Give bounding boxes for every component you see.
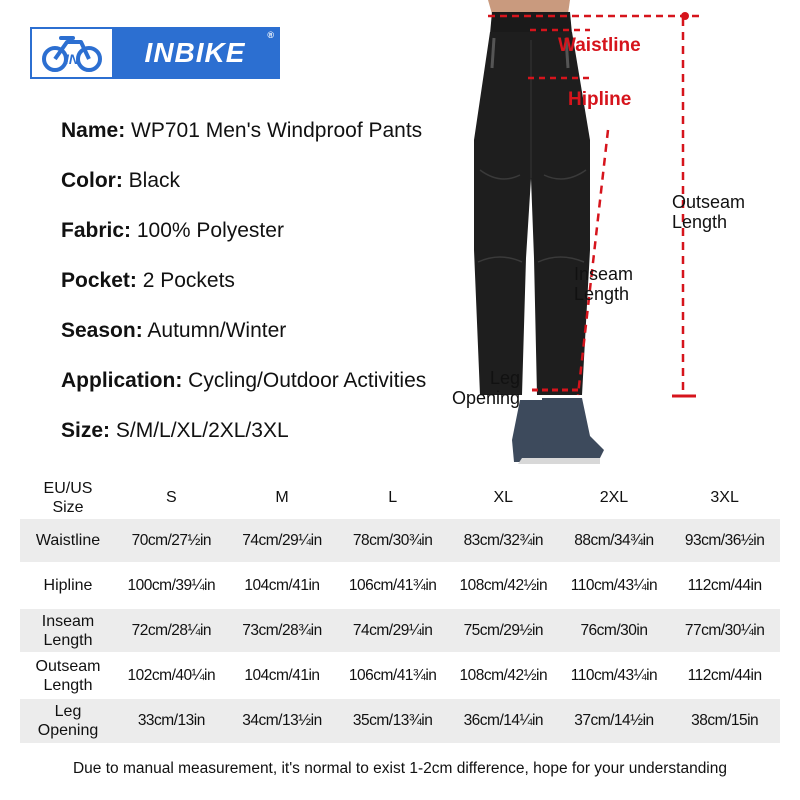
table-cell: 83cm/32¾in	[448, 518, 559, 563]
size-header: L	[388, 488, 398, 506]
spec-value: Black	[128, 169, 181, 192]
spec-label: Color:	[61, 169, 123, 192]
table-row	[20, 518, 780, 563]
size-header: 2XL	[599, 488, 629, 506]
table-row	[20, 653, 780, 698]
table-cell: 110cm/43¼in	[559, 563, 670, 608]
spec-value: Cycling/Outdoor Activities	[188, 369, 427, 392]
table-cell: 70cm/27½in	[116, 518, 227, 563]
product-specs	[61, 118, 461, 468]
brand-name-text: INBIKE	[144, 37, 246, 68]
table-cell: 104cm/41in	[227, 653, 338, 698]
waistline-label: Waistline	[558, 35, 641, 56]
table-cell: 100cm/39¼in	[116, 563, 227, 608]
table-cell: 88cm/34¾in	[559, 518, 670, 563]
spec-value: S/M/L/XL/2XL/3XL	[115, 419, 289, 442]
table-cell: 102cm/40¼in	[116, 653, 227, 698]
table-cell: 37cm/14½in	[559, 698, 670, 743]
table-row	[20, 563, 780, 608]
spec-label: Size:	[61, 419, 111, 442]
spec-label: Fabric:	[61, 219, 132, 242]
spec-value: 2 Pockets	[142, 269, 235, 292]
table-cell: 77cm/30¼in	[669, 608, 780, 653]
table-cell: 112cm/44in	[669, 563, 780, 608]
spec-pocket	[61, 268, 461, 318]
size-header-row	[20, 478, 780, 518]
table-cell: 75cm/29½in	[448, 608, 559, 653]
spec-value: Autumn/Winter	[147, 319, 287, 342]
right-shoe	[542, 398, 604, 462]
spec-application	[61, 368, 461, 418]
table-cell: 112cm/44in	[669, 653, 780, 698]
pocket-zipper	[492, 38, 494, 68]
size-chart	[20, 478, 780, 743]
bike-logo-icon	[32, 29, 112, 77]
size-header: 3XL	[710, 488, 739, 506]
table-cell: 106cm/41¾in	[337, 653, 448, 698]
spec-season	[61, 318, 461, 368]
row-label-waistline: Waistline	[20, 518, 116, 563]
row-label-leg-opening: Leg Opening	[20, 698, 116, 743]
spec-fabric	[61, 218, 461, 268]
spec-value: WP701 Men's Windproof Pants	[131, 119, 423, 142]
table-cell: 36cm/14¼in	[448, 698, 559, 743]
table-cell: 72cm/28¼in	[116, 608, 227, 653]
logo-mark-text: IN	[65, 51, 79, 67]
registered-mark: ®	[267, 30, 275, 40]
hipline-label: Hipline	[568, 89, 632, 110]
brand-name	[112, 29, 278, 77]
inseam-label: Inseam Length	[574, 264, 634, 304]
table-cell: 33cm/13in	[116, 698, 227, 743]
row-label-inseam: Inseam Length	[20, 608, 116, 653]
table-cell: 73cm/28¾in	[227, 608, 338, 653]
outseam-label: Outseam Length	[672, 192, 746, 232]
product-image	[440, 0, 780, 470]
table-cell: 93cm/36½in	[669, 518, 780, 563]
row-label-hipline: Hipline	[20, 563, 116, 608]
brand-logo	[30, 27, 280, 79]
torso-skin	[488, 0, 570, 14]
size-header-corner: EU/US Size	[43, 479, 93, 516]
table-cell: 104cm/41in	[227, 563, 338, 608]
table-cell: 35cm/13¾in	[337, 698, 448, 743]
spec-label: Season:	[61, 319, 143, 342]
measurement-disclaimer: Due to manual measurement, it's normal to exist 1-2cm difference, hope for your understanding	[72, 760, 727, 777]
table-cell: 74cm/29¼in	[337, 608, 448, 653]
size-header: S	[165, 488, 177, 506]
spec-size	[61, 418, 461, 468]
table-cell: 108cm/42½in	[448, 563, 559, 608]
spec-value: 100% Polyester	[136, 219, 284, 242]
pants	[474, 32, 590, 395]
spec-name	[61, 118, 461, 168]
table-cell: 106cm/41¾in	[337, 563, 448, 608]
table-row	[20, 608, 780, 653]
table-cell: 78cm/30¾in	[337, 518, 448, 563]
table-cell: 110cm/43¼in	[559, 653, 670, 698]
spec-color	[61, 168, 461, 218]
table-cell: 34cm/13½in	[227, 698, 338, 743]
shoe-sole	[544, 458, 600, 464]
row-label-outseam: Outseam Length	[20, 653, 116, 698]
table-row	[20, 698, 780, 743]
size-header: XL	[493, 488, 514, 506]
table-cell: 108cm/42½in	[448, 653, 559, 698]
spec-label: Name:	[61, 119, 126, 142]
spec-label: Pocket:	[61, 269, 137, 292]
leg-opening-label: Leg Opening	[451, 368, 520, 408]
spec-label: Application:	[61, 369, 183, 392]
size-header: M	[275, 488, 289, 506]
table-cell: 76cm/30in	[559, 608, 670, 653]
table-cell: 74cm/29¼in	[227, 518, 338, 563]
table-cell: 38cm/15in	[669, 698, 780, 743]
